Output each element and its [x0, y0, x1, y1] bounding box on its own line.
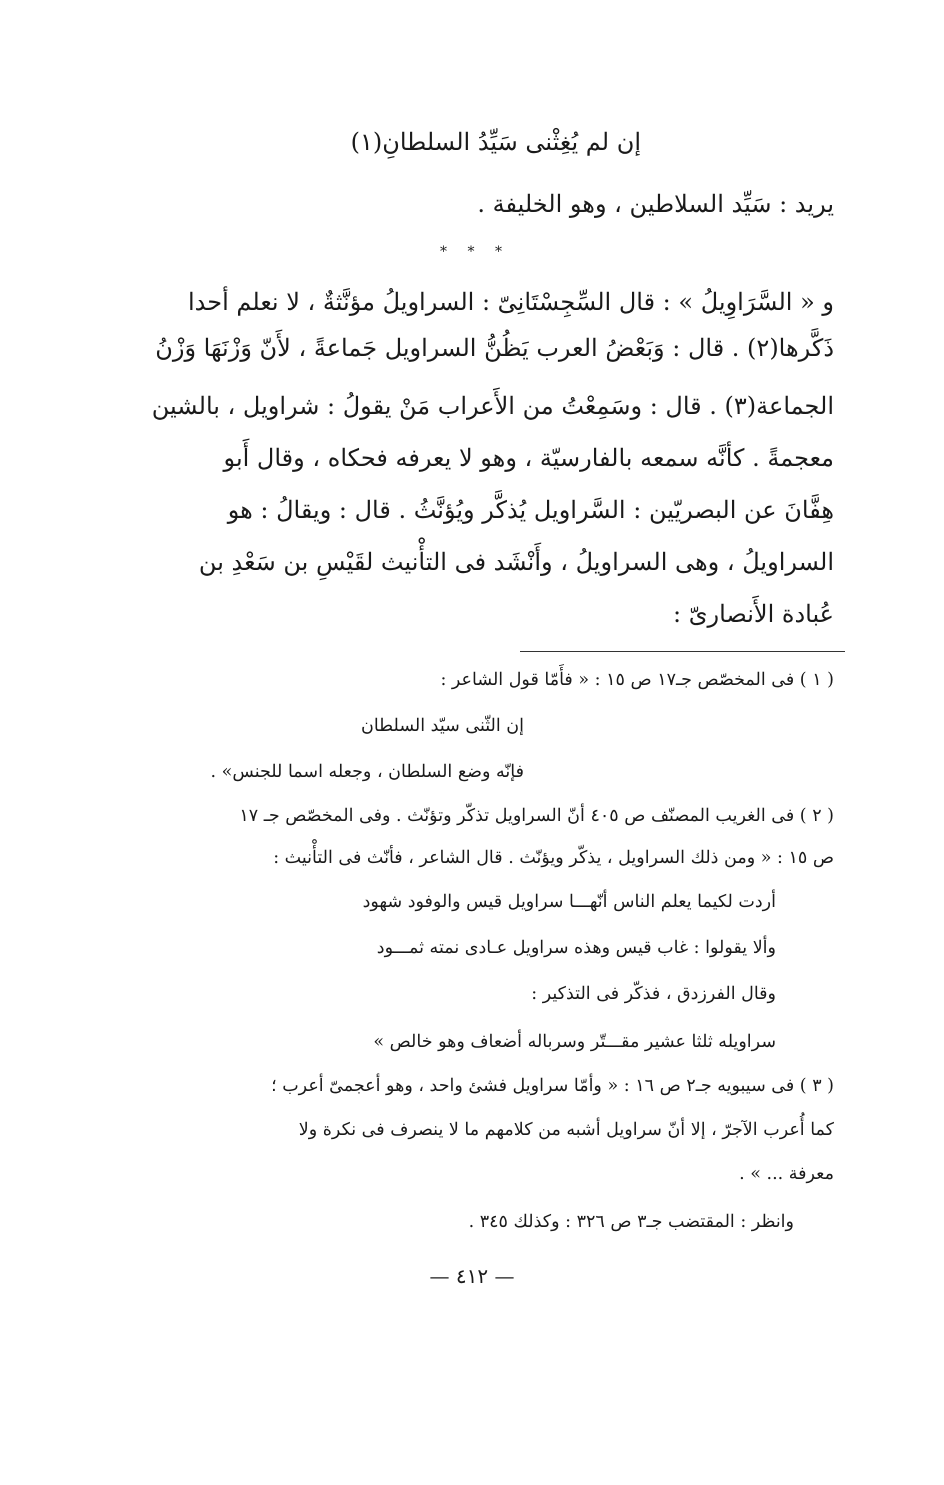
- footnote-verse: سراويله ثلثا عشير مقـــتّر وسرباله أضعاف وهو خالص »: [373, 1032, 776, 1052]
- body-text-line: ذَكَّرها(٢) . قال : وَبَعْضُ العرب يَظُنُّ السراويل جَماعةً ، لأَنّ وَزْنَهَا وَزْنُ: [155, 334, 834, 362]
- page-number: — ٤١٢ —: [429, 1264, 515, 1288]
- footnote-line: وقال الفرزدق ، فذكّر فى التذكير :: [531, 984, 776, 1004]
- footnote-line: ( ٣ ) فى سيبويه جـ٢ ص ١٦ : « وأمّا سراويل فشئ واحد ، وهو أعجمىّ أعرب ؛: [271, 1076, 834, 1096]
- footnote-line: فإنّه وضع السلطان ، وجعله اسما للجنس» .: [210, 762, 524, 782]
- verse-explanation: يريد : سَيِّد السلاطين ، وهو الخليفة .: [477, 190, 834, 218]
- body-text-line: هِفَّانَ عن البصريّين : السَّراويل يُذكَّر ويُؤنَّثُ . قال : ويقالُ : هو: [227, 496, 834, 524]
- verse-line: إن لم يُغِثْنى سَيِّدُ السلطانِ(١): [350, 128, 641, 156]
- footnote-line: ( ٢ ) فى الغريب المصنّف ص ٤٠٥ أنّ السراويل تذكّر وتؤنّث . وفى المخصّص جـ ١٧: [239, 806, 834, 826]
- footnote-verse: أردت لكيما يعلم الناس أنّهـــا سراويل قيس والوفود شهود: [362, 892, 776, 912]
- footnote-line: ص ١٥ : « ومن ذلك السراويل ، يذكّر ويؤنّث . قال الشاعر ، فأنّث فى التأْنيث :: [273, 848, 834, 868]
- footnote-line: وانظر : المقتضب جـ٣ ص ٣٢٦ : وكذلك ٣٤٥ .: [468, 1212, 794, 1232]
- body-text-line: السراويلُ ، وهى السراويلُ ، وأَنْشَد فى التأْنيث لقَيْسِ بن سَعْدِ بن: [198, 548, 834, 576]
- section-separator: * * *: [440, 244, 510, 260]
- body-text-line: و « السَّرَاوِيلُ » : قال السِّجِسْتَانِىّ : السراويلُ مؤنَّثةٌ ، لا نعلم أحدا: [188, 288, 834, 316]
- body-text-line: الجماعة(٣) . قال : وسَمِعْتُ من الأَعراب مَنْ يقولُ : شراويل ، بالشين: [151, 392, 834, 420]
- footnote-verse: وألا يقولوا : غاب قيس وهذه سراويل عـادى نمته ثمـــود: [376, 938, 776, 958]
- footnote-divider: [520, 651, 845, 652]
- body-text-line: معجمةً . كأنَّه سمعه بالفارسيّة ، وهو لا يعرفه فحكاه ، وقال أَبو: [223, 444, 834, 472]
- body-text-line: عُبادة الأَنصارىّ :: [672, 600, 834, 628]
- footnote-verse: إن الثّنى سيّد السلطان: [360, 716, 524, 736]
- footnote-line: معرفة ... » .: [739, 1164, 834, 1184]
- footnote-line: كما أُعرب الآجرّ ، إلا أنّ سراويل أشبه من كلامهم ما لا ينصرف فى نكرة ولا: [298, 1120, 834, 1140]
- footnote-line: ( ١ ) فى المخصّص جـ١٧ ص ١٥ : « فأَمّا قول الشاعر :: [440, 670, 834, 690]
